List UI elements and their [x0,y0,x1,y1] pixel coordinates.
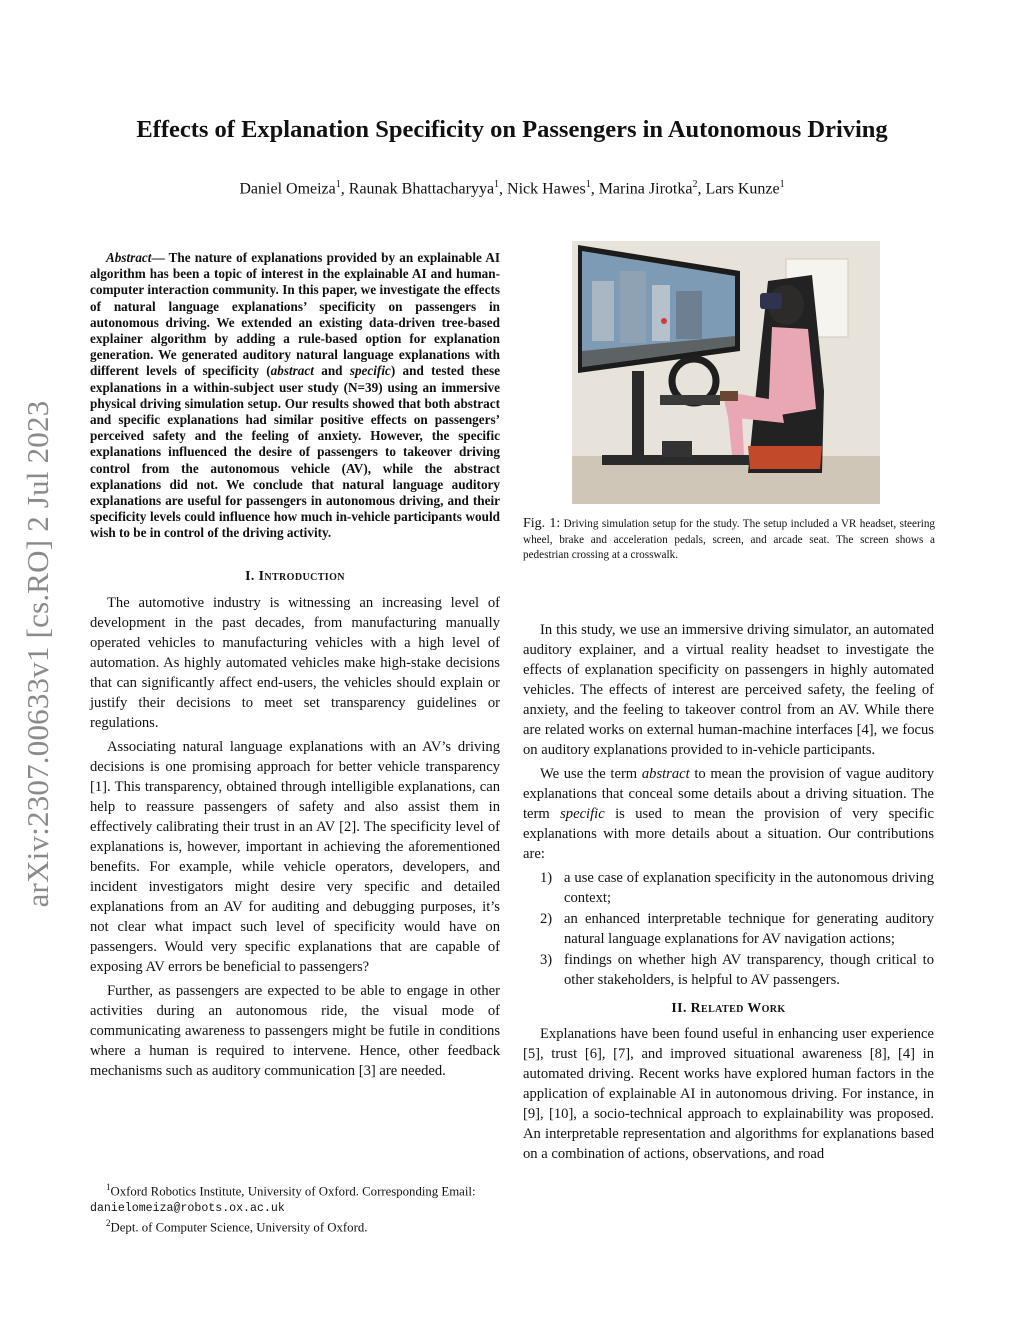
contribution-number: 1) [540,870,553,886]
abstract-emphasis: specific [349,363,391,379]
contribution-text: a use case of explanation specificity in the autonomous driving context; [564,870,934,906]
footnote-mark: 1 [106,1182,111,1192]
term-emphasis: specific [560,806,605,822]
footnote-affiliation-1 [90,1180,502,1216]
arxiv-identifier-text: arXiv:2307.00633v1 [cs.RO] 2 Jul 2023 [20,400,55,908]
term-emphasis: abstract [641,766,690,782]
body-text: is used to mean the provision of very specific explanations with more details about a situation. Our contributions are: [523,806,934,862]
body-text: We use the term [540,766,642,782]
contribution-text: an enhanced interpretable technique for generating auditory natural language explanations for AV navigation actions; [564,911,934,947]
right-column [523,620,934,1168]
author-name: Raunak Bhattacharyya [348,180,495,198]
contribution-text: findings on whether high AV transparency, though critical to other stakeholders, is helpful to AV passengers. [564,952,934,988]
author-name: Daniel Omeiza [239,180,336,198]
abstract-dash: — [151,250,169,265]
author-affiliation-mark: 1 [779,179,785,190]
arxiv-identifier [18,378,58,930]
contribution-item [523,909,934,949]
author-list: Daniel Omeiza$^1$, Raunak Bhattacharyya$^1$, Nick Hawes$^1$, Marina Jirotka$^2$, Lars Kunze$^1$ [239,179,785,198]
body-paragraph: In this study, we use an immersive driving simulator, an automated auditory explainer, and a virtual reality headset to investigate the effects of explanation specificity on passengers in highly automated vehicles. The effects of interest are perceived safety, the feeling of anxiety, and the feeling to takeover control from an AV. While there are related works on external human-machine interfaces [4], we focus on auditory explanations provided to in-vehicle participants. [523,622,934,758]
footnote-text: Dept. of Computer Science, University of Oxford. [110,1220,368,1235]
abstract-emphasis: abstract [270,363,314,379]
left-column [90,250,500,1085]
abstract-text: ) and tested these explanations in a within-subject user study (N=39) using an immersive physical driving simulation setup. Our results showed that both abstract and specific explanations had similar positive effects on passengers’ perceived safety and the feeling of anxiety. However, the specific explanations influenced the desire of passengers to takeover driving control from the autonomous vehicle (AV), while the abstract explanations did not. We conclude that natural language auditory explanations are useful for passengers in autonomous driving, and their specificity levels could influence how much in-vehicle participants would wish to be in control of the driving activity. [90,363,500,541]
author-name: Nick Hawes [507,180,586,198]
contribution-list [523,868,934,990]
author-name: Lars Kunze [705,180,780,198]
section-heading-related-work: II. Related Work [671,1000,786,1015]
abstract-text: The nature of explanations provided by an explainable AI algorithm has been a topic of interest in the explainable AI and human-computer interaction community. In this paper, we investigate the effects of natural language explanations’ specificity on passengers in autonomous driving. We extended an existing data-driven tree-based explainer algorithm by adding a rule-based option for explanation generation. We generated auditory natural language explanations with different levels of specificity ( [90,250,500,379]
footnotes [90,1180,502,1236]
author-affiliation-mark: 1 [494,179,500,190]
section-heading-introduction: I. Introduction [245,567,345,583]
simulator-frame [632,371,644,461]
contribution-number: 2) [540,911,553,927]
abstract-label: Abstract [106,250,152,265]
intro-paragraph: Associating natural language explanations with an AV’s driving decisions is one promising approach for better vehicle transparency [1]. This transparency, obtained through intelligible explanations, can help to reassure passengers of safety and also assist them in effectively calibrating their trust in an AV [2]. The specificity level of explanations is, however, important in achieving the aforementioned benefits. For example, while vehicle operators, developers, and incident investigators might desire very specific and detailed explanations from an AV for auditing and debugging purposes, it’s not clear what impact such level of specificity would have on passengers. Would very specific explanations that are capable of exposing AV errors be beneficial to passengers? [90,738,500,975]
figure-label: Fig. 1: [523,516,561,531]
figure-driving-simulator-photo [572,241,880,504]
simulator-photo-illustration [572,241,880,504]
contribution-item [523,868,934,908]
author-affiliation-mark: 1 [585,179,591,190]
footnote-mark: 2 [106,1218,111,1229]
contribution-item [523,950,934,990]
corresponding-email: danielomeiza@robots.ox.ac.uk [90,1201,285,1215]
author-affiliation-mark: 1 [335,179,341,190]
body-text: to mean the provision of vague auditory explanations that conceal some details about a driving situation. The term [523,766,935,822]
footnote-text: Oxford Robotics Institute, University of Oxford. Corresponding Email: [110,1184,476,1199]
related-work-paragraph: Explanations have been found useful in enhancing user experience [5], trust [6], [7], and improved situational awareness [8], [4] in automated driving. Recent works have explored human factors in the application of explainable AI in autonomous driving. For instance, in [9], [10], a socio-technical approach to explainability was proposed. An interpretable representation and algorithms for explanations based on a combination of actions, observations, and road [523,1026,934,1162]
intro-paragraph: Further, as passengers are expected to be able to engage in other activities during an autonomous ride, the visual mode of communicating awareness to passengers might be futile in conditions where a human is required to intervene. Hence, other feedback mechanisms such as auditory communication [3] are needed. [90,982,500,1079]
figure-caption-text: Driving simulation setup for the study. The setup included a VR headset, steering wheel, brake and acceleration pedals, screen, and arcade seat. The screen shows a pedestrian crossing at a crosswalk. [523,518,936,561]
figure-caption [523,516,935,564]
abstract-text: and [313,363,350,379]
footnote-affiliation-2 [90,1216,502,1236]
body-paragraph [523,764,934,864]
contribution-number: 3) [540,952,553,968]
author-affiliation-mark: 2 [692,179,698,190]
vr-headset [760,293,782,309]
abstract [90,250,500,542]
intro-paragraph: The automotive industry is witnessing an increasing level of development in the past decades, from manufacturing manually operated vehicles to manufacturing vehicles with a high level of automation. As highly automated vehicles make high-stake decisions that can significantly affect end-users, the vehicles should explain or justify their decisions to meet set transparency guidelines or regulations. [90,594,500,731]
paper-title: Effects of Explanation Specificity on Passengers in Autonomous Driving [136,116,888,143]
author-name: Marina Jirotka [598,180,693,198]
